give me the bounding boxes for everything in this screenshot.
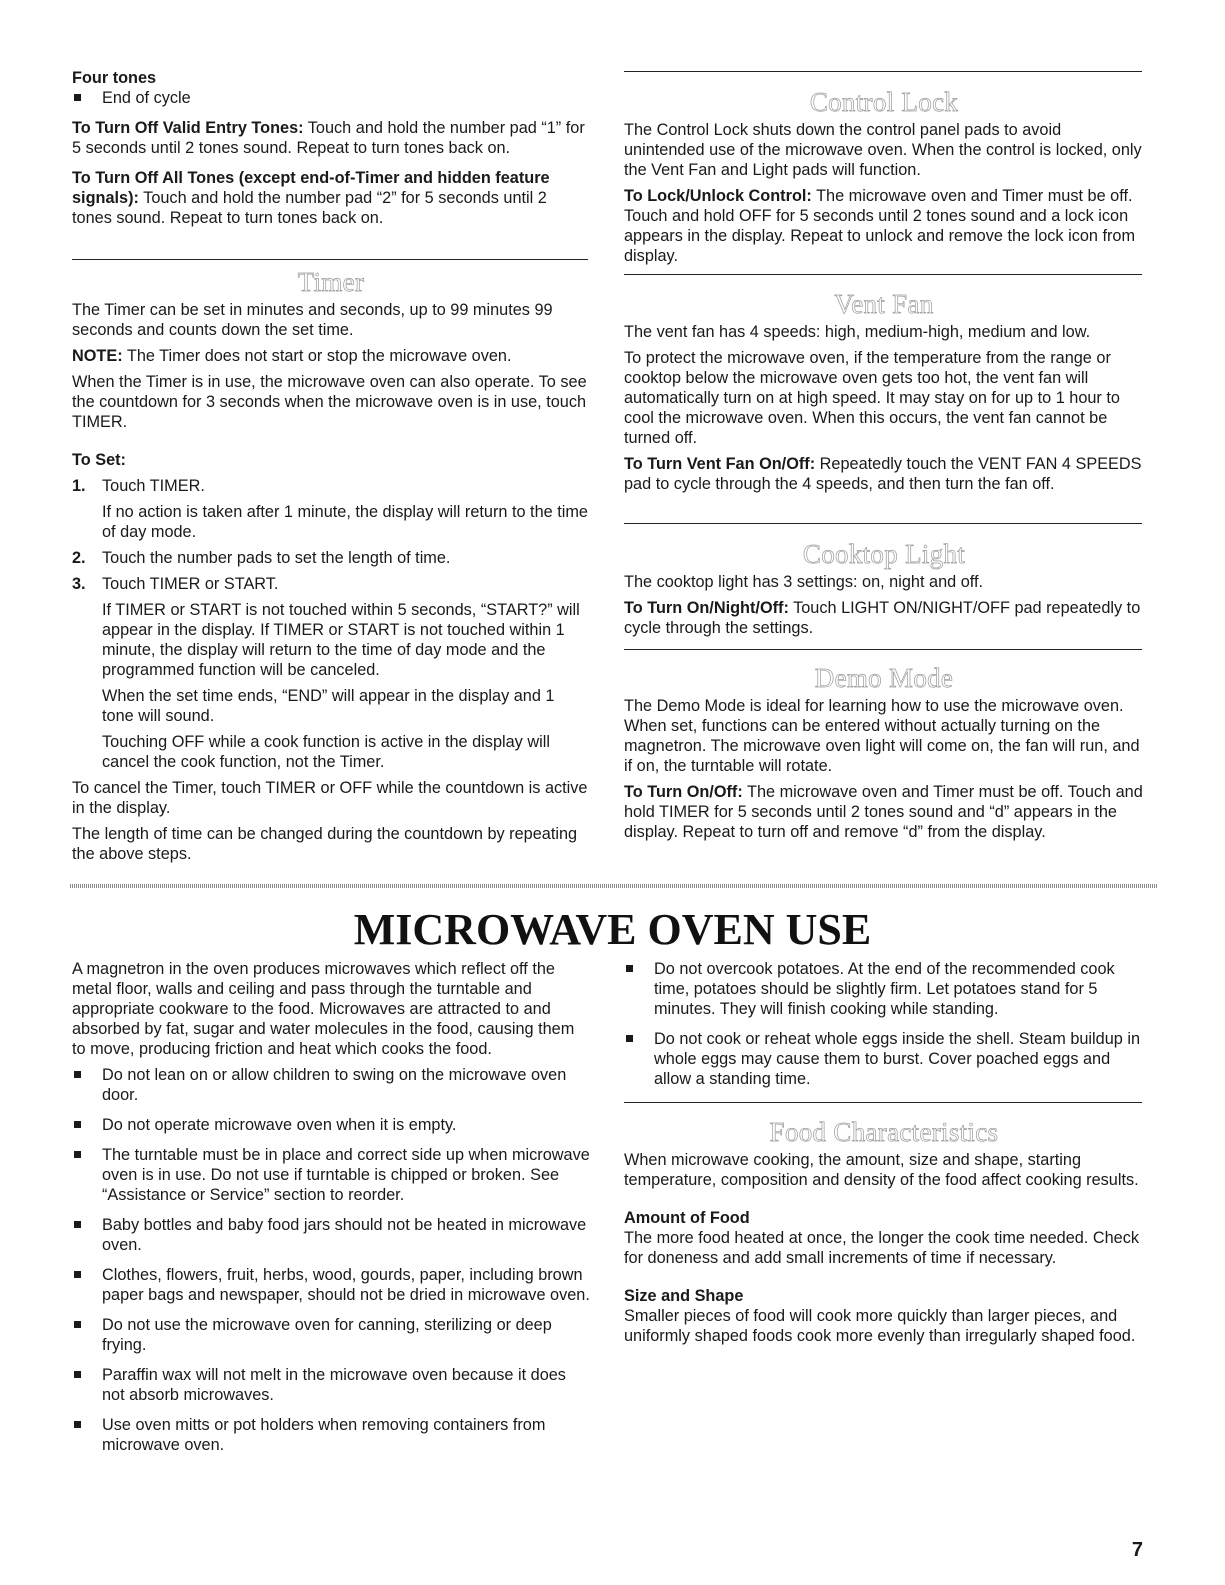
list-item: Do not operate microwave oven when it is empty. — [72, 1115, 590, 1135]
timer-to-set: To Set: — [72, 451, 126, 469]
vent-fan-instruction — [624, 454, 1144, 494]
list-item: Do not cook or reheat whole eggs inside the shell. Steam buildup in whole eggs may cause them to burst. Cover poached eggs and allow a standing time. — [624, 1029, 1144, 1089]
all-tones-text: Touch and hold the number pad “2” for 5 seconds until 2 tones sound. Repeat to turn tones back on. — [72, 189, 547, 227]
timer-note-text: The Timer does not start or stop the microwave oven. — [122, 347, 512, 365]
list-item: Do not lean on or allow children to swing on the microwave oven door. — [72, 1065, 590, 1105]
cooktop-light-instruction — [624, 598, 1144, 638]
section-separator-stripe — [70, 884, 1158, 888]
demo-mode-heading: Demo Mode — [814, 663, 954, 693]
demo-mode-intro: The Demo Mode is ideal for learning how to use the microwave oven. When set, functions can be entered without actually turning on the magnetron. The microwave oven light will come on, the fan will run, and if on, the turntable will rotate. — [624, 697, 1140, 775]
demo-mode-section — [624, 662, 1144, 842]
list-item: Clothes, flowers, fruit, herbs, wood, gourds, paper, including brown paper bags and newspaper, should not be dried in microwave oven. — [72, 1265, 590, 1305]
microwave-use-right-column — [624, 959, 1144, 1089]
list-item: Baby bottles and baby food jars should not be heated in microwave oven. — [72, 1215, 590, 1255]
four-tones-title: Four tones — [72, 69, 157, 87]
step-number: 2. — [72, 549, 86, 567]
vent-fan-divider — [624, 274, 1142, 275]
cooktop-light-label: To Turn On/Night/Off: — [624, 599, 789, 617]
page-number: 7 — [1131, 1539, 1143, 1561]
vent-fan-text: Repeatedly touch the VENT FAN 4 SPEEDS pad to cycle through the 4 speeds, and then turn the fan off. — [624, 455, 1142, 493]
valid-entry-tones-text: Touch and hold the number pad “1” for 5 seconds until 2 tones sound. Repeat to turn tones back on. — [72, 119, 585, 157]
timer-heading: Timer — [297, 267, 365, 297]
control-lock-instruction — [624, 186, 1144, 266]
valid-entry-tones-label: To Turn Off Valid Entry Tones: — [72, 119, 304, 137]
timer-divider — [72, 259, 588, 260]
vent-fan-heading: Vent Fan — [834, 289, 934, 319]
control-lock-label: To Lock/Unlock Control: — [624, 187, 812, 205]
timer-note — [72, 346, 590, 366]
demo-mode-text: The microwave oven and Timer must be off. Touch and hold TIMER for 5 seconds until 2 tones sound and “d” appears in the display. Repeat to turn off and remove “d” from the display. — [624, 783, 1143, 841]
step-number: 1. — [72, 477, 86, 495]
timer-change: The length of time can be changed during the countdown by repeating the above steps. — [72, 825, 578, 863]
vent-fan-intro: The vent fan has 4 speeds: high, medium-high, medium and low. — [624, 323, 1091, 341]
demo-mode-label: To Turn On/Off: — [624, 783, 743, 801]
timer-intro: The Timer can be set in minutes and seconds, up to 99 minutes 99 seconds and counts down the set time. — [72, 301, 553, 339]
food-characteristics-divider — [624, 1102, 1142, 1103]
list-item: The turntable must be in place and correct side up when microwave oven is in use. Do not use if turntable is chipped or broken. See “Assistance or Service” section to reorder. — [72, 1145, 590, 1205]
list-item: Use oven mitts or pot holders when removing containers from microwave oven. — [72, 1415, 590, 1455]
step-text: Touch the number pads to set the length of time. — [102, 549, 451, 567]
cooktop-light-divider — [624, 523, 1142, 524]
demo-mode-divider — [624, 649, 1142, 650]
vent-fan-protect: To protect the microwave oven, if the temperature from the range or cooktop below the microwave oven gets too hot, the vent fan will automatically turn on at high speed. It may stay on for up to 1 hour to cool the microwave oven. When this occurs, the vent fan cannot be turned off. — [624, 349, 1120, 447]
demo-mode-instruction — [624, 782, 1144, 842]
list-item: Paraffin wax will not melt in the microwave oven because it does not absorb microwaves. — [72, 1365, 590, 1405]
amount-of-food-text: The more food heated at once, the longer the cook time needed. Check for doneness and add small increments of time if necessary. — [624, 1229, 1139, 1267]
control-lock-intro: The Control Lock shuts down the control panel pads to avoid unintended use of the microwave oven. When the control is locked, only the Vent Fan and Light pads will function. — [624, 121, 1142, 179]
control-lock-heading: Control Lock — [809, 87, 959, 117]
cooktop-light-heading: Cooktop Light — [802, 539, 966, 569]
valid-entry-tones-paragraph — [72, 118, 590, 158]
timer-step-3 — [72, 574, 590, 594]
timer-step-3-note-1: If TIMER or START is not touched within 5 seconds, “START?” will appear in the display. If TIMER or START is not touched within 1 minute, the display will return to the time of day mode and the programmed function will be canceled. — [102, 601, 580, 679]
microwave-oven-use-title: MICROWAVE OVEN USE — [353, 905, 872, 954]
food-characteristics-heading: Food Characteristics — [769, 1117, 999, 1147]
timer-cancel: To cancel the Timer, touch TIMER or OFF while the countdown is active in the display. — [72, 779, 588, 817]
microwave-use-left-column — [72, 959, 590, 1455]
control-lock-section — [624, 86, 1144, 266]
timer-note-label: NOTE: — [72, 347, 123, 365]
timer-section — [72, 266, 590, 864]
list-item: Do not use the microwave oven for canning, sterilizing or deep frying. — [72, 1315, 590, 1355]
four-tones-item: End of cycle — [72, 88, 590, 108]
timer-in-use: When the Timer is in use, the microwave oven can also operate. To see the countdown for 3 seconds when the microwave oven is in use, touch TIMER. — [72, 373, 587, 431]
all-tones-label: To Turn Off All Tones (except end-of-Timer and hidden feature signals): — [72, 169, 550, 207]
size-and-shape-title: Size and Shape — [624, 1287, 744, 1305]
vent-fan-section — [624, 288, 1144, 494]
size-and-shape-text: Smaller pieces of food will cook more quickly than larger pieces, and uniformly shaped foods cook more evenly than irregularly shaped food. — [624, 1307, 1136, 1345]
vent-fan-label: To Turn Vent Fan On/Off: — [624, 455, 816, 473]
step-number: 3. — [72, 575, 86, 593]
control-lock-text: The microwave oven and Timer must be off. Touch and hold OFF for 5 seconds until 2 tones sound and a lock icon appears in the display. Repeat to unlock and remove the lock icon from display. — [624, 187, 1136, 265]
control-lock-divider — [624, 71, 1142, 72]
all-tones-paragraph — [72, 168, 590, 228]
timer-step-1 — [72, 476, 590, 496]
food-characteristics-section — [624, 1116, 1144, 1346]
timer-step-3-note-2: When the set time ends, “END” will appear in the display and 1 tone will sound. — [102, 687, 555, 725]
step-text: Touch TIMER. — [102, 477, 205, 495]
list-item: Do not overcook potatoes. At the end of the recommended cook time, potatoes should be slightly firm. Let potatoes stand for 5 minutes. They will finish cooking while standing. — [624, 959, 1144, 1019]
cooktop-light-text: Touch LIGHT ON/NIGHT/OFF pad repeatedly to cycle through the settings. — [624, 599, 1141, 637]
cooktop-light-section — [624, 538, 1144, 638]
amount-of-food-title: Amount of Food — [624, 1209, 750, 1227]
food-characteristics-intro: When microwave cooking, the amount, size and shape, starting temperature, composition and density of the food affect cooking results. — [624, 1151, 1139, 1189]
cooktop-light-intro: The cooktop light has 3 settings: on, night and off. — [624, 573, 984, 591]
timer-step-3-note-3: Touching OFF while a cook function is active in the display will cancel the cook function, not the Timer. — [102, 733, 550, 771]
timer-step-1-note: If no action is taken after 1 minute, the display will return to the time of day mode. — [102, 503, 588, 541]
left-top-column — [72, 68, 590, 228]
timer-step-2 — [72, 548, 590, 568]
microwave-use-intro: A magnetron in the oven produces microwaves which reflect off the metal floor, walls and ceiling and pass through the turntable and appropriate cookware to the food. Microwaves are attracted to and absorbed by fat, sugar and water molecules in the food, causing them to move, producing friction and heat which cooks the food. — [72, 960, 575, 1058]
step-text: Touch TIMER or START. — [102, 575, 279, 593]
